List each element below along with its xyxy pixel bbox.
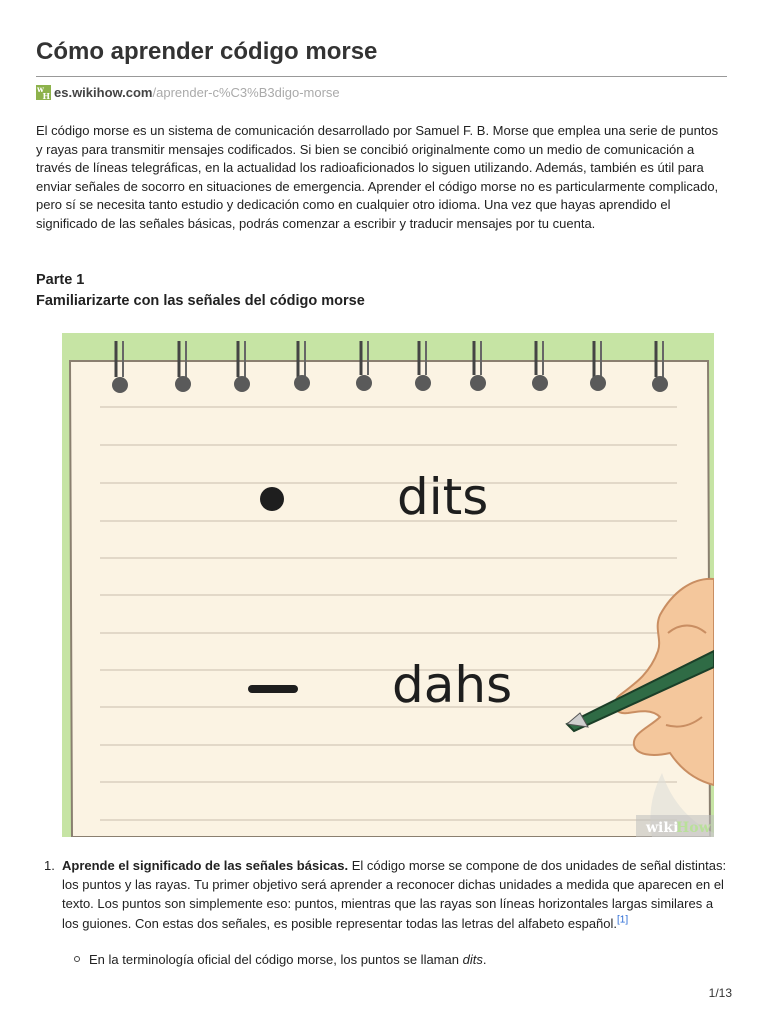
wikihow-favicon-icon: w H [37,83,50,101]
source-url[interactable] [36,83,340,101]
watermark-how: How [676,820,711,836]
sub-item-text: En la terminología oficial del código morse, los puntos se llaman [89,951,463,967]
morse-dash [248,685,298,693]
page-number: 1/13 [708,986,732,1000]
citation-link[interactable]: [1] [617,914,629,926]
step-title: Aprende el significado de las señales básicas. [62,858,349,873]
source-domain[interactable]: es.wikihow.com [54,84,153,100]
source-path[interactable]: /aprender-c%C3%B3digo-morse [152,84,340,100]
step-item [36,856,728,969]
part-heading: Familiarizarte con las señales del código morse [36,293,365,309]
watermark-wiki: wiki [646,820,679,836]
page-title: Cómo aprender código morse [36,38,378,65]
step-text: El código morse se compone de dos unidades de señal distintas: los puntos y las rayas. Tu primer objetivo será aprender a reconocer dichas unidades a medida que aparecen en el texto. Los puntos son simplemente eso: puntos, mientras que las rayas son líneas horizontales largas similares a los guiones. Con estas dos señales, es posible representar todas las letras del alfabeto español. [62,858,727,931]
sub-item [62,950,728,969]
notebook-paper [70,361,710,837]
morse-dot [260,487,284,511]
word-dahs: dahs [392,656,513,714]
morse-illustration [62,333,714,837]
word-dits: dits [397,468,489,526]
steps-list [36,856,728,969]
bullet-icon [74,956,80,962]
step-number: 1. [44,858,55,873]
sub-item-after: . [482,951,487,967]
intro-paragraph: El código morse es un sistema de comunicación desarrollado por Samuel F. B. Morse que emplea una serie de puntos y rayas para transmitir mensajes codificados. Si bien se concibió originalmente como un medio de comunicación a través de líneas telegráficas, en la actualidad los radioaficionados lo siguen utilizando. Además, también es útil para enviar señales de socorro en situaciones de emergencia. Aprender el código morse no es particularmente complicado, pero sí se necesita tanto estudio y dedicación como en cualquier otro idioma. Una vez que hayas aprendido el significado de las señales básicas, podrás comenzar a escribir y traducir mensajes por tu cuenta. [36,123,719,231]
sub-item-italic: dits [462,951,483,967]
title-divider [36,76,727,77]
step-sublist [62,950,728,969]
part-label: Parte 1 [36,272,85,288]
